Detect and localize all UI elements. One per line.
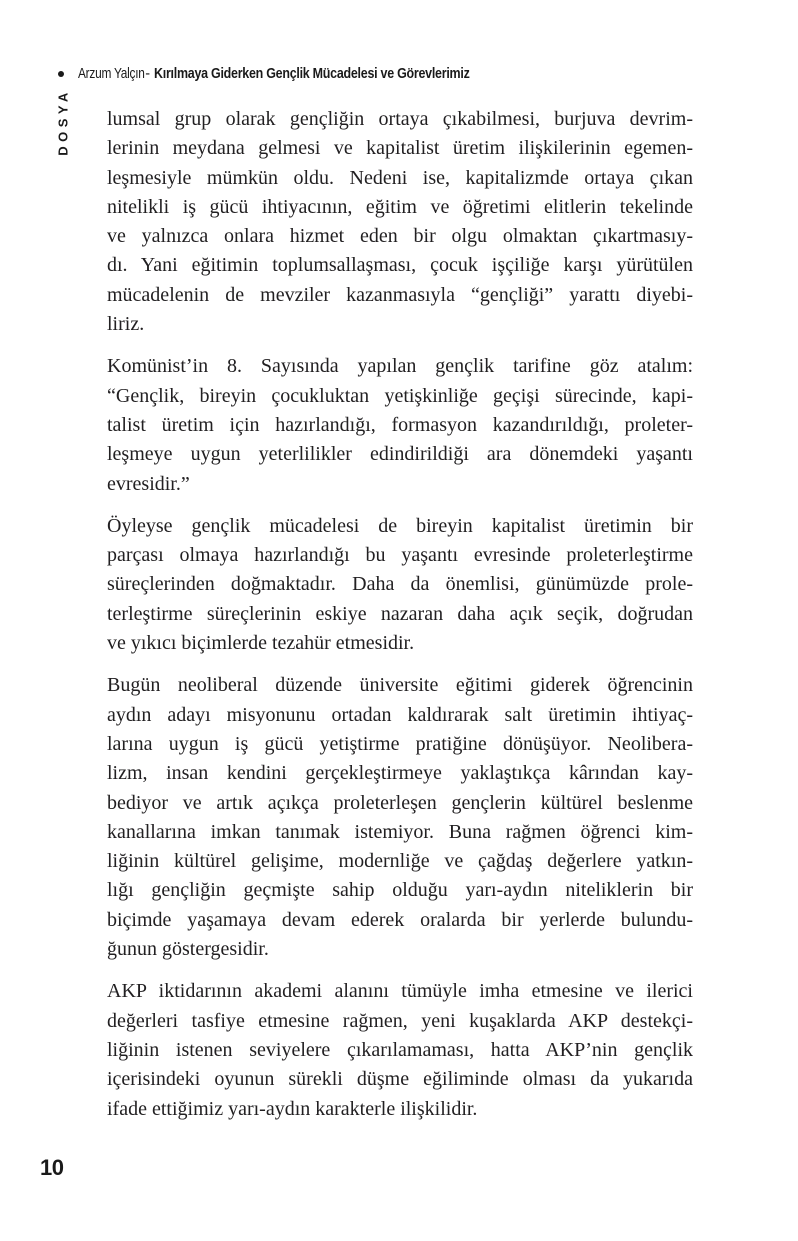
text-line: Bugün neoliberal düzende üniversite eğitimi giderek öğrencinin: [107, 674, 693, 697]
text-line: larına uygun iş gücü yetiştirme pratiğine dönüşüyor. Neolibera-: [107, 732, 693, 755]
section-label: [54, 88, 72, 156]
text-line: lerinin meydana gelmesi ve kapitalist üretim ilişkilerinin egemen-: [107, 137, 693, 160]
paragraph: [107, 671, 693, 964]
text-line: lığı gençliğin geçmişte sahip olduğu yarı-aydın niteliklerin bir: [107, 879, 693, 902]
section-label-text: DOSYA: [55, 88, 71, 156]
text-line: içerisindeki oyunun sürekli düşme eğiliminde olması da yukarıda: [107, 1068, 693, 1091]
article-body: [107, 105, 693, 1137]
text-line: nitelikli iş gücü ihtiyacının, eğitim ve öğretimi elitlerin tekelinde: [107, 195, 693, 218]
text-line: talist üretim için hazırlandığı, formasyon kazandırıldığı, proleter-: [107, 413, 693, 436]
running-head: [56, 63, 521, 85]
running-head-title: Kırılmaya Giderken Gençlik Mücadelesi ve Görevlerimiz: [153, 66, 470, 82]
text-line: leşmesiyle mümkün oldu. Nedeni ise, kapitalizmde ortaya çıkan: [107, 166, 693, 189]
text-line: leşmeye uygun yeterlilikler edindirildiği ara dönemdeki yaşantı: [107, 443, 693, 466]
text-line: Komünist’in 8. Sayısında yapılan gençlik tarifine göz atalım:: [107, 355, 693, 378]
text-line: mücadelenin de mevziler kazanmasıyla “gençliği” yarattı diyebi-: [107, 283, 693, 306]
text-line: süreçlerinden doğmaktadır. Daha da önemlisi, günümüzde prole-: [107, 573, 693, 596]
text-line: evresidir.”: [107, 472, 190, 495]
bullet-icon: [58, 71, 64, 77]
text-line: aydın adayı misyonunu ortadan kaldırarak salt üretimin ihtiyaç-: [107, 703, 693, 726]
text-line: ve yalnızca onlara hizmet eden bir olgu olmaktan çıkartmasıy-: [107, 225, 693, 248]
paragraph: [107, 352, 693, 498]
page-number: 10: [40, 1155, 64, 1180]
text-line: değerleri tasfiye etmesine rağmen, yeni kuşaklarda AKP destekçi-: [107, 1009, 693, 1032]
text-line: biçimde yaşamaya devam ederek oralarda bir yerlerde bulundu-: [107, 908, 693, 931]
text-line: ifade ettiğimiz yarı-aydın karakterle ilişkilidir.: [107, 1097, 478, 1120]
paragraph: [107, 512, 693, 658]
text-line: AKP iktidarının akademi alanını tümüyle imha etmesine ve ilerici: [107, 980, 693, 1003]
text-line: kanallarına imkan tanımak istemiyor. Buna rağmen öğrenci kim-: [107, 820, 693, 843]
text-line: parçası olmaya hazırlandığı bu yaşantı evresinde proleterleştirme: [107, 544, 693, 567]
paragraph: [107, 977, 693, 1123]
text-line: “Gençlik, bireyin çocukluktan yetişkinliğe geçişi sürecinde, kapi-: [107, 384, 693, 407]
text-line: Öyleyse gençlik mücadelesi de bireyin kapitalist üretimin bir: [107, 514, 693, 537]
text-line: terleştirme süreçlerinin eskiye nazaran daha açık seçik, doğrudan: [107, 602, 693, 625]
text-line: liğinin kültürel gelişime, modernliğe ve çağdaş değerlere yatkın-: [107, 850, 693, 873]
text-line: bediyor ve artık açıkça proleterleşen gençlerin kültürel beslenme: [107, 791, 693, 814]
text-line: liğinin istenen seviyelere çıkarılamaması, hatta AKP’nin gençlik: [107, 1038, 693, 1061]
running-head-separator: -: [145, 66, 150, 82]
text-line: ğunun göstergesidir.: [107, 938, 269, 961]
paragraph: [107, 105, 693, 339]
text-line: lumsal grup olarak gençliğin ortaya çıkabilmesi, burjuva devrim-: [107, 108, 693, 130]
running-head-author: Arzum Yalçın: [78, 66, 145, 82]
text-line: ve yıkıcı biçimlerde tezahür etmesidir.: [107, 632, 415, 655]
text-line: lizm, insan kendini gerçekleştirmeye yaklaştıkça kârından kay-: [107, 762, 693, 785]
text-line: liriz.: [107, 313, 145, 336]
text-line: dı. Yani eğitimin toplumsallaşması, çocuk işçiliğe karşı yürütülen: [107, 254, 693, 277]
